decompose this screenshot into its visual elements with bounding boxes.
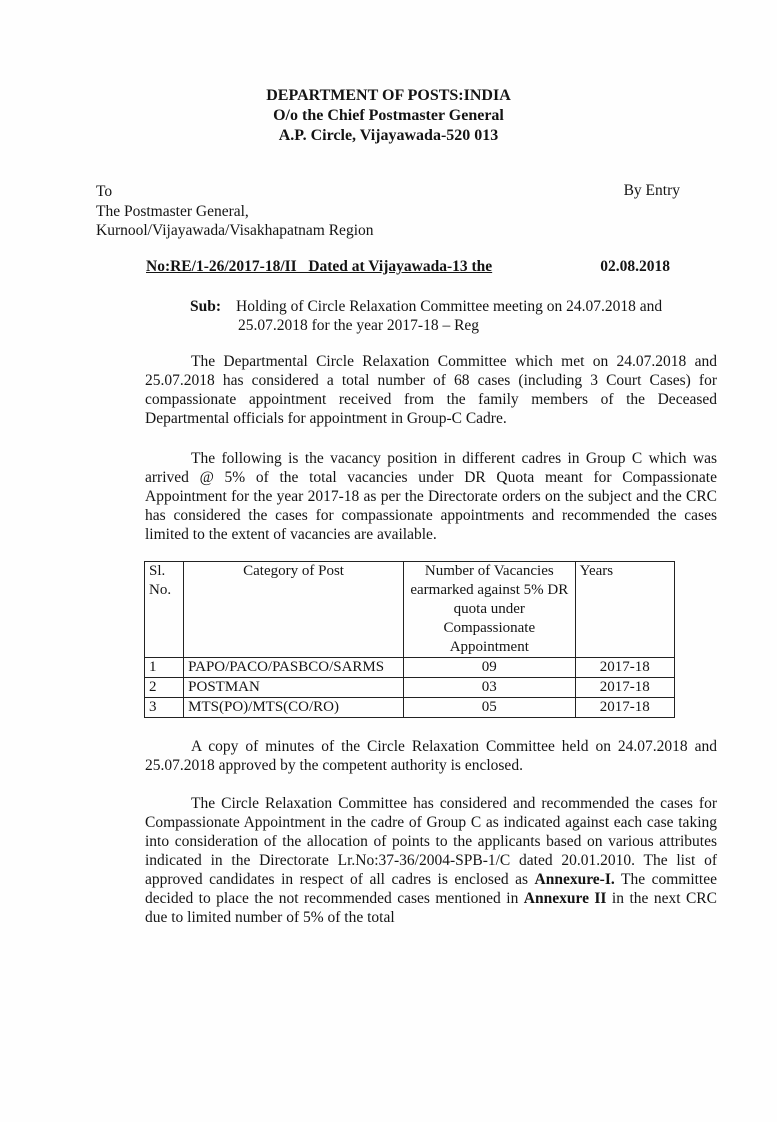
row-years: 2017-18	[575, 698, 674, 718]
row-sl: 2	[145, 678, 184, 698]
paragraph-1: The Departmental Circle Relaxation Committee which met on 24.07.2018 and 25.07.2018 has considered a total number of 68 cases (including 3 Court Cases) for compassionate appointment received from the family members of the Deceased Departmental officials for appointment in Group-C Cadre.	[145, 353, 717, 427]
row-category: PAPO/PACO/PASBCO/SARMS	[184, 658, 404, 678]
annexure-1-ref: Annexure-I.	[534, 871, 615, 888]
paragraph-3: A copy of minutes of the Circle Relaxation Committee held on 24.07.2018 and 25.07.2018 approved by the competent authority is enclosed.	[145, 738, 717, 774]
subject-block	[190, 297, 710, 335]
table-header-row	[145, 562, 675, 658]
header-years: Years	[575, 562, 674, 658]
table-row	[145, 698, 675, 718]
letterhead	[0, 86, 777, 146]
table-row	[145, 658, 675, 678]
office-name: O/o the Chief Postmaster General	[273, 107, 504, 124]
paragraph-2: The following is the vacancy position in different cadres in Group C which was arrived @ 5% of the total vacancies under DR Quota meant for Compassionate Appointment for the year 2017-18 as per the Directorate orders on the subject and the CRC has considered the cases for compassionate appointments and recommended the cases limited to the extent of vacancies are available.	[145, 450, 717, 543]
row-sl: 3	[145, 698, 184, 718]
row-category: POSTMAN	[184, 678, 404, 698]
delivery-mode: By Entry	[623, 182, 680, 199]
reference-number: No:RE/1-26/2017-18/II Dated at Vijayawada-13 the	[146, 258, 493, 275]
paragraph-4-text-1: The Circle Relaxation Committee has considered and recommended the cases for Compassionate Appointment in the cadre of Group C as indicated against each case taking into consideration of the allocation of points to the applicants based on various attributes indicated in the Directorate Lr.No:37-36/2004-SPB-1/C dated 20.01.2010. The list of approved candidates in respect of all cadres is enclosed as	[145, 795, 717, 888]
department-name: DEPARTMENT OF POSTS:INDIA	[266, 87, 511, 104]
subject-line-2: 25.07.2018 for the year 2017-18 – Reg	[238, 317, 480, 334]
header-category: Category of Post	[184, 562, 404, 658]
row-sl: 1	[145, 658, 184, 678]
table-row	[145, 678, 675, 698]
subject-line-1: Holding of Circle Relaxation Committee meeting on 24.07.2018 and	[236, 298, 663, 315]
subject-label: Sub:	[190, 298, 222, 315]
row-vacancies: 05	[403, 698, 575, 718]
row-years: 2017-18	[575, 658, 674, 678]
reference-date: 02.08.2018	[600, 258, 670, 275]
office-address: A.P. Circle, Vijayawada-520 013	[278, 127, 499, 144]
header-vacancies: Number of Vacancies earmarked against 5% DR quota under Compassionate Appointment	[403, 562, 575, 658]
row-years: 2017-18	[575, 678, 674, 698]
recipient-address	[96, 182, 374, 241]
header-sl-no: Sl. No.	[145, 562, 184, 658]
recipient-line-1: The Postmaster General,	[96, 202, 249, 220]
row-category: MTS(PO)/MTS(CO/RO)	[184, 698, 404, 718]
paragraph-4-text-2: The committee decided to place the not recommended cases mentioned in	[145, 871, 717, 907]
reference-line	[146, 258, 670, 276]
row-vacancies: 09	[403, 658, 575, 678]
paragraph-4-text-3: in the next CRC due to limited number of 5% of the total	[145, 890, 717, 926]
paragraph-4	[145, 794, 717, 927]
recipient-line-2: Kurnool/Vijayawada/Visakhapatnam Region	[96, 222, 374, 239]
to-label: To	[96, 183, 113, 200]
row-vacancies: 03	[403, 678, 575, 698]
vacancy-table	[144, 561, 675, 718]
annexure-2-ref: Annexure II	[523, 890, 607, 907]
